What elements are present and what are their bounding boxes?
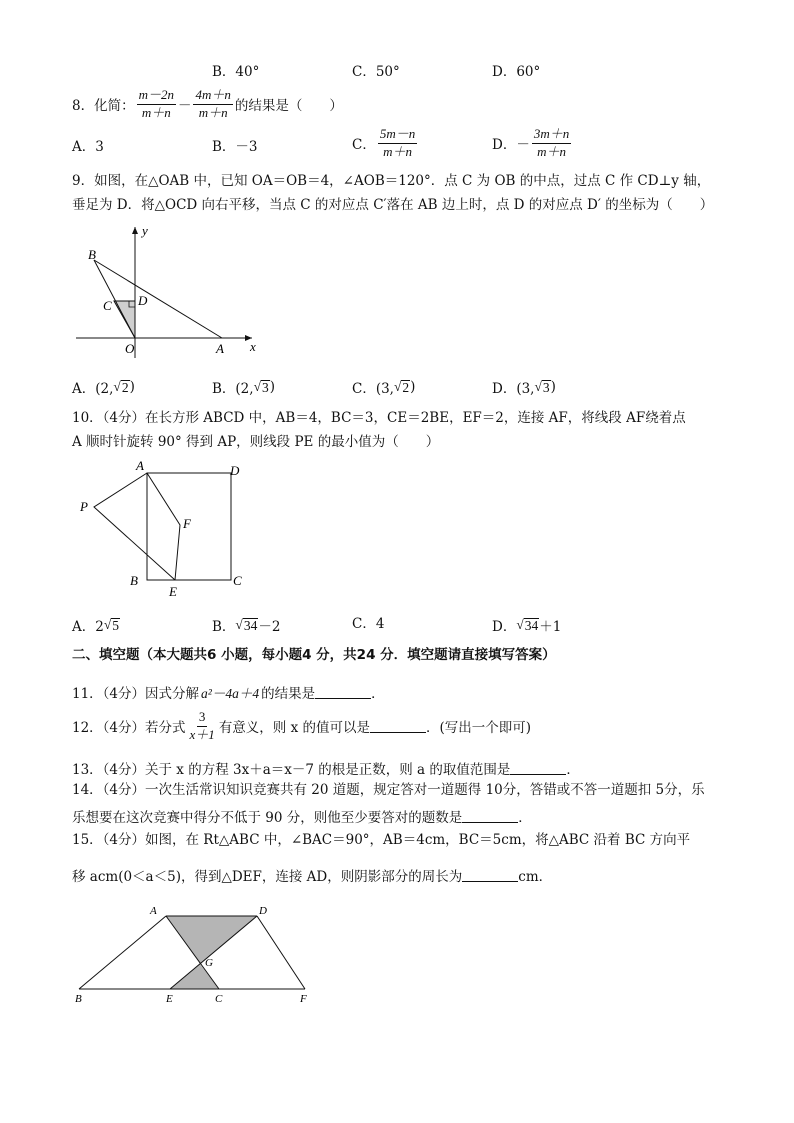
q11-expression: a²－4a＋4 bbox=[201, 686, 260, 701]
q12 bbox=[72, 710, 531, 743]
q15-segment-df bbox=[257, 916, 305, 989]
q10-label-p: P bbox=[80, 499, 88, 514]
q8-fraction-1-num: m－2n bbox=[137, 88, 176, 105]
q9-option-d-post: ) bbox=[550, 379, 556, 395]
q15-line-2 bbox=[72, 865, 552, 885]
q14-answer-blank[interactable] bbox=[462, 810, 518, 823]
q9-option-d-radicand: 3 bbox=[542, 379, 550, 395]
q15-label-d: D bbox=[259, 905, 267, 917]
q14-stem-line-1: 14．（4分）一次生活常识知识竞赛共有 20 道题，规定答对一道题得 10分，答错或不答一道题扣 5分，乐 bbox=[72, 782, 705, 798]
q10-option-c[interactable]: C．4 bbox=[352, 616, 385, 632]
q10-option-a-radicand: 5 bbox=[112, 617, 120, 633]
section-2-heading: 二、填空题（本大题共6 小题，每小题4 分，共24 分．填空题请直接填写答案） bbox=[72, 647, 556, 663]
q13-end: ． bbox=[566, 762, 580, 778]
q8-option-d-num: 3m＋n bbox=[532, 127, 571, 144]
q7-option-d[interactable]: D．60° bbox=[492, 64, 541, 80]
q14-line-2 bbox=[72, 806, 532, 826]
q8-option-c-fraction bbox=[378, 127, 417, 160]
q9-option-c-radicand: 2 bbox=[402, 379, 410, 395]
q9-option-b-post: ) bbox=[269, 379, 276, 395]
q8-option-b[interactable]: B．－3 bbox=[212, 139, 258, 155]
q9-label-y: y bbox=[142, 223, 148, 238]
q9-label-o: O bbox=[125, 341, 135, 356]
q12-pre: 12．（4分）若分式 bbox=[72, 720, 186, 737]
q12-fraction bbox=[188, 710, 217, 743]
q10-option-b[interactable] bbox=[212, 615, 280, 635]
q12-fraction-den: x＋1 bbox=[189, 726, 215, 742]
q8-fraction-1 bbox=[137, 88, 176, 121]
q15-label-c: C bbox=[215, 993, 223, 1005]
q12-end: ．(写出一个即可) bbox=[426, 720, 532, 737]
q9-option-a[interactable] bbox=[72, 377, 135, 397]
q10-option-d-radical: √ 34 bbox=[516, 616, 539, 633]
q10-option-b-radicand: 34 bbox=[243, 617, 258, 633]
q12-answer-blank[interactable] bbox=[370, 720, 426, 733]
q10-path-a-f-e bbox=[147, 473, 180, 580]
q15-label-a: A bbox=[150, 905, 157, 917]
q10-option-d-pre: D． bbox=[492, 619, 517, 635]
q9-label-a: A bbox=[216, 341, 224, 356]
q8-option-d[interactable] bbox=[492, 127, 573, 160]
q9-option-d[interactable] bbox=[492, 377, 556, 397]
q9-option-c-post: ) bbox=[410, 379, 416, 395]
q11 bbox=[72, 682, 385, 702]
q15-segment-ba bbox=[79, 916, 166, 989]
q9-option-d-radical: √ 3 bbox=[534, 378, 550, 395]
q8-fraction-2-num: 4m＋n bbox=[193, 88, 232, 105]
q10-option-b-radical: √ 34 bbox=[235, 616, 258, 633]
q15-figure bbox=[72, 900, 322, 1010]
q8-option-d-label: D．－ bbox=[492, 137, 530, 154]
q14-end: ． bbox=[518, 810, 532, 826]
q8-fraction-1-den: m＋n bbox=[141, 104, 171, 120]
q10-label-c: C bbox=[233, 573, 242, 588]
q9-label-b: B bbox=[88, 247, 96, 262]
q8-prefix: 8．化简： bbox=[72, 98, 135, 115]
q15-end: cm． bbox=[518, 869, 553, 885]
q9-label-c: C bbox=[103, 298, 112, 313]
q11-answer-blank[interactable] bbox=[315, 686, 371, 699]
q13 bbox=[72, 758, 580, 778]
q8-option-d-fraction bbox=[532, 127, 571, 160]
q15-stem-line-2: 移 acm(0＜a＜5)，得到△DEF，连接 AD，则阴影部分的周长为 bbox=[72, 869, 463, 885]
q9-option-a-radicand: 2 bbox=[121, 379, 129, 395]
q9-label-x: x bbox=[250, 339, 256, 354]
q12-mid: 有意义，则 x 的值可以是 bbox=[218, 720, 371, 737]
q9-option-a-pre: A．(2, bbox=[72, 381, 114, 397]
q10-option-a-radical: √ 5 bbox=[103, 616, 120, 633]
q9-option-c[interactable] bbox=[352, 377, 415, 397]
q7-option-c[interactable]: C．50° bbox=[352, 64, 400, 80]
q8-option-c[interactable] bbox=[352, 127, 419, 160]
q9-option-c-radical: √ 2 bbox=[393, 378, 410, 395]
q15-label-e: E bbox=[166, 993, 173, 1005]
q9-segment-ob bbox=[94, 260, 135, 338]
q15-label-f: F bbox=[300, 993, 307, 1005]
q10-option-b-pre: B． bbox=[212, 619, 236, 635]
q14-stem-line-2: 乐想要在这次竞赛中得分不低于 90 分，则他至少要答对的题数是 bbox=[72, 810, 463, 826]
q10-stem-line-2: A 顺时针旋转 90° 得到 AP，则线段 PE 的最小值为（ ） bbox=[72, 434, 440, 450]
q10-option-b-post: －2 bbox=[258, 619, 281, 635]
q8-suffix: 的结果是（ ） bbox=[234, 98, 343, 115]
q8-option-c-num: 5m－n bbox=[378, 127, 417, 144]
q8-minus: － bbox=[177, 98, 192, 115]
q11-post: 的结果是 bbox=[261, 686, 316, 702]
q10-path-a-p-e bbox=[94, 473, 175, 580]
q10-label-b: B bbox=[130, 573, 138, 588]
q9-figure bbox=[72, 222, 272, 362]
q9-option-a-radical: √ 2 bbox=[113, 378, 129, 395]
q15-answer-blank[interactable] bbox=[462, 869, 518, 882]
q15-stem-line-1: 15．（4分）如图，在 Rt△ABC 中，∠BAC＝90°，AB＝4cm，BC＝5cm，将△ABC 沿着 BC 方向平 bbox=[72, 832, 691, 848]
q9-option-c-pre: C．(3, bbox=[352, 381, 394, 397]
q8-option-d-den: m＋n bbox=[537, 143, 566, 159]
q8-option-c-label: C． bbox=[352, 137, 376, 154]
q10-option-a-pre: A．2 bbox=[72, 619, 104, 635]
q9-stem-line-1: 9．如图，在△OAB 中，已知 OA＝OB＝4，∠AOB＝120°．点 C 为 OB 的中点，过点 C 作 CD⊥y 轴， bbox=[72, 173, 711, 189]
q11-end: ． bbox=[371, 686, 385, 702]
q10-stem-line-1: 10．（4分）在长方形 ABCD 中，AB＝4，BC＝3，CE＝2BE，EF＝2，连接 AF，将线段 AF绕着点 bbox=[72, 410, 686, 426]
q9-option-d-pre: D．(3, bbox=[492, 381, 535, 397]
q10-label-d: D bbox=[230, 463, 240, 478]
q9-option-b-radicand: 3 bbox=[262, 379, 269, 395]
q9-option-b[interactable] bbox=[212, 377, 275, 397]
q8-option-a[interactable]: A．3 bbox=[72, 139, 104, 155]
q8-stem bbox=[72, 88, 343, 121]
q9-option-b-radical: √ 3 bbox=[253, 378, 269, 395]
q12-fraction-num: 3 bbox=[197, 710, 208, 727]
q9-y-arrow bbox=[132, 227, 138, 234]
q11-pre: 11．（4分）因式分解 bbox=[72, 686, 200, 702]
q10-figure bbox=[72, 455, 252, 600]
q9-label-d: D bbox=[138, 293, 148, 308]
q10-option-d-post: ＋1 bbox=[539, 619, 562, 635]
q10-label-a: A bbox=[136, 458, 144, 473]
q10-label-f: F bbox=[183, 516, 191, 531]
q9-stem-line-2: 垂足为 D．将△OCD 向右平移，当点 C 的对应点 C′落在 AB 边上时，点 D 的对应点 D′ 的坐标为（ ） bbox=[72, 197, 714, 213]
q10-option-d-radicand: 34 bbox=[524, 617, 539, 633]
q8-fraction-2-den: m＋n bbox=[198, 104, 228, 120]
q9-segment-ab bbox=[94, 260, 222, 338]
q13-answer-blank[interactable] bbox=[510, 762, 566, 775]
q9-option-a-post: ) bbox=[129, 379, 135, 395]
q8-fraction-2 bbox=[193, 88, 232, 121]
q8-option-c-den: m＋n bbox=[383, 143, 412, 159]
q13-text: 13．（4分）关于 x 的方程 3x＋a＝x－7 的根是正数，则 a 的取值范围是 bbox=[72, 762, 511, 778]
q10-label-e: E bbox=[169, 584, 177, 599]
q10-option-a[interactable] bbox=[72, 615, 120, 635]
q9-option-b-pre: B．(2, bbox=[212, 381, 254, 397]
q7-option-b[interactable]: B．40° bbox=[212, 64, 260, 80]
q15-label-b: B bbox=[75, 993, 82, 1005]
q15-label-g: G bbox=[205, 957, 213, 969]
q10-option-d[interactable] bbox=[492, 615, 561, 635]
